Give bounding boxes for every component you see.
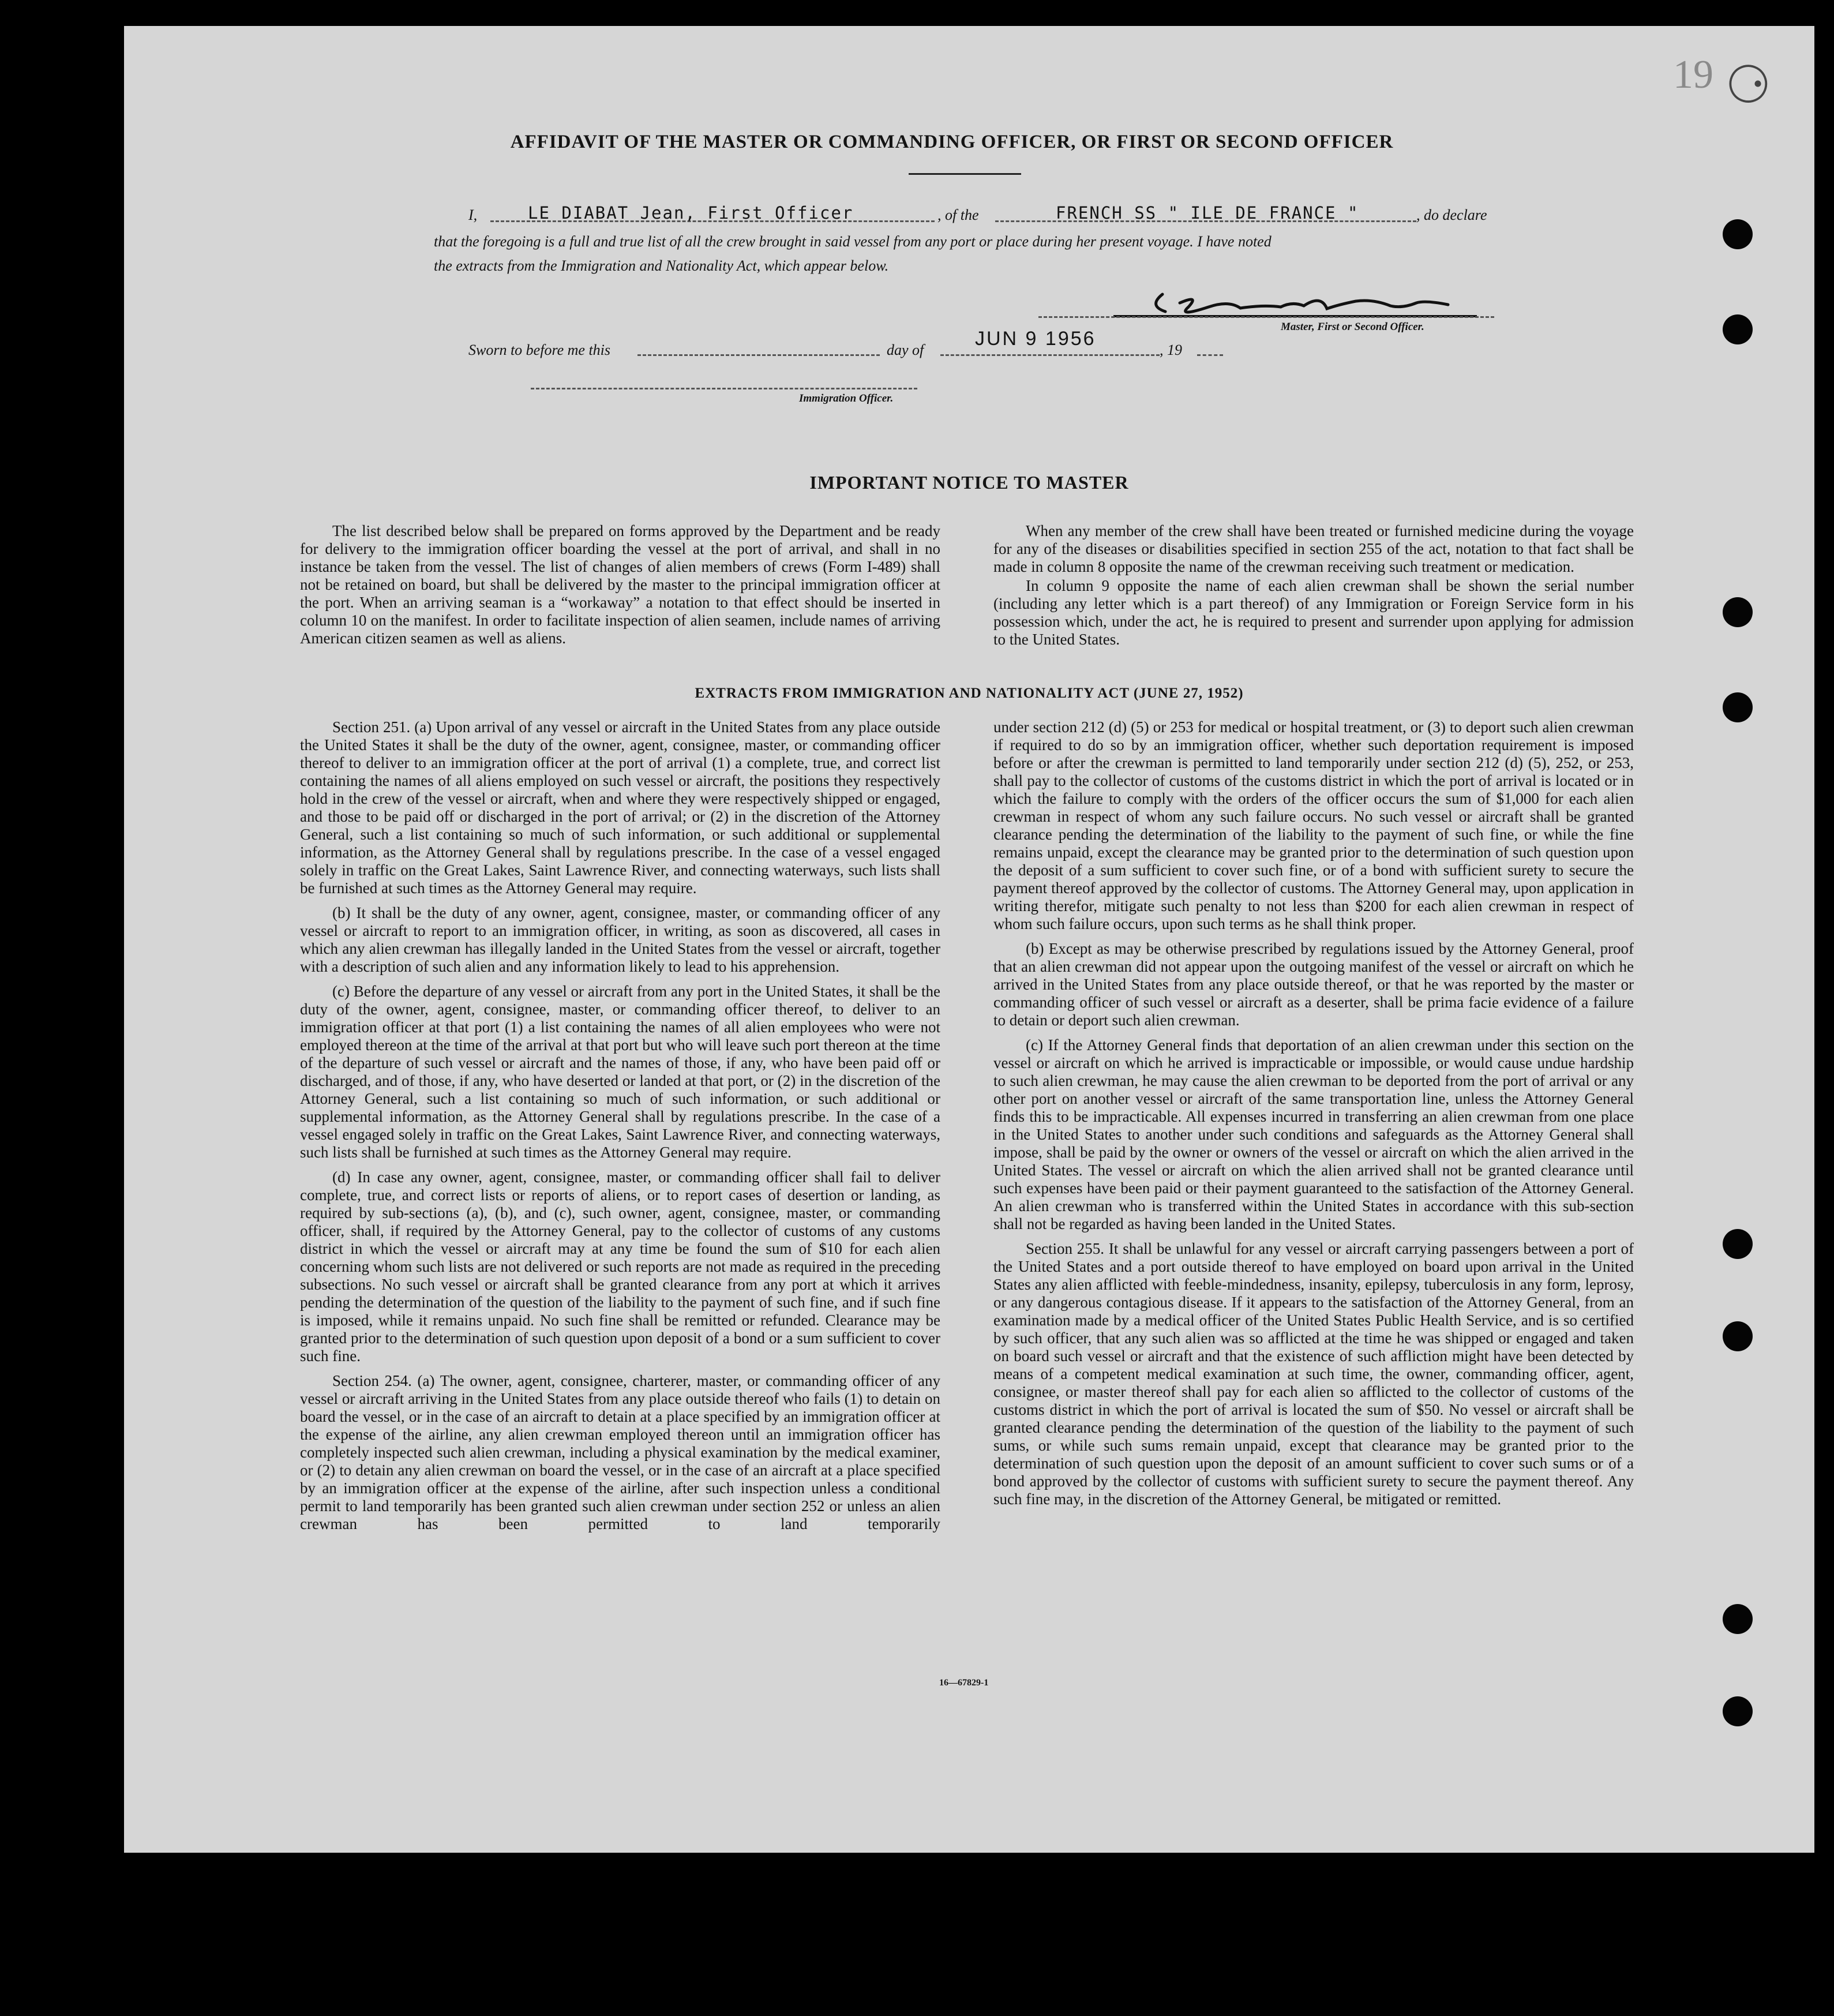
do-declare-label: , do declare xyxy=(1416,207,1487,223)
extract-paragraph: Section 254. (a) The owner, agent, consignee, charterer, master, or commanding officer of any vessel or aircraft arriving in the United States from any place outside thereof who fails (1) to detain on board the vessel, or in the case of an aircraft to detain at a place specified by an immigration officer at the expense of the airline, any alien crewman employed thereon until an immigration officer has completely inspected such alien crewman, including a physical examination by the medical examiner, or (2) to detain any alien crewman on board the vessel, or in the case of an aircraft at a place specified by an immigration officer at the expense of the airline, after such inspection unless a conditional permit to land temporarily has been granted such alien crewman under section 252 or unless an alien crewman has been permitted to land temporarily xyxy=(300,1372,940,1532)
immigration-officer-caption: Immigration Officer. xyxy=(799,392,894,404)
notice-right-paragraph-1: When any member of the crew shall have been treated or furnished medicine during the voyage for any of the diseases or disabilities specified in section 255 of the act, notation to that fact shall be made in column 8 opposite the name of the crewman receiving such treatment or medication. xyxy=(993,522,1634,575)
notice-left-paragraph: The list described below shall be prepared on forms approved by the Department and be ready for delivery to the immigration officer boarding the vessel at the port of arrival, and shall in no instance be taken from the vessel. The list of changes of alien members of crews (Form I-489) shall not be retained on board, but shall be delivered by the master to the principal immigration officer at the port. When an arriving seaman is a “workaway” a notation to that effect should be inserted in column 10 on the manifest. In order to facilitate inspection of alien seamen, include names of arriving American citizen seamen as well as aliens. xyxy=(300,522,940,647)
extract-paragraph: (c) If the Attorney General finds that deportation of an alien crewman under this section on the vessel or aircraft on which he arrived is impracticable or impossible, or would cause undue hardship to such alien crewman, he may cause the alien crewman to be deported from the port of arrival or any other port on another vessel or aircraft of the same transportation line, unless the Attorney General finds this to be impracticable. All expenses incurred in transferring an alien crewman from one place in the United States to another under such conditions and safeguards as the Attorney General shall impose, shall be paid by the owner or owners of the vessel or aircraft on which the alien arrived in the United States. The vessel or aircraft on which the alien arrived shall not be granted clearance until such expenses have been paid or their payment guaranteed to the satisfaction of the Attorney General. An alien crewman who is transferred within the United States in accordance with this sub-section shall not be regarded as having been landed in the United States. xyxy=(993,1036,1634,1232)
extracts-right-column xyxy=(993,718,1634,1515)
binder-hole xyxy=(1723,1604,1753,1634)
statement-line-1: that the foregoing is a full and true list of all the crew brought in said vessel from any port or place during her present voyage. I have noted xyxy=(434,233,1272,250)
notice-right-paragraph-2: In column 9 opposite the name of each alien crewman shall be shown the serial number (including any letter which is a part thereof) of any Immigration or Foreign Service form in his possession which, under the act, he is required to present and surrender upon applying for admission to the United States. xyxy=(993,577,1634,648)
vessel-name-typed[interactable]: FRENCH SS " ILE DE FRANCE " xyxy=(1056,203,1359,223)
officer-caption: Master, First or Second Officer. xyxy=(1281,321,1424,333)
extract-paragraph: (c) Before the departure of any vessel or aircraft from any port in the United States, it shall be the duty of the owner, agent, consignee, master, or commanding officer thereof, to deliver to an immigration officer at that port (1) a list containing the names of all alien employees who were not employed thereon at the time of the arrival at that port but who will leave such port thereon at the time of the departure of such vessel or aircraft and the names of those, if any, who have been paid off or discharged, and of those, if any, who have deserted or landed at that port, or (2) in the discretion of the Attorney General, such a list containing so much of such information, or such additional or supplemental information, as the Attorney General shall by regulations prescribe. In the case of a vessel engaged solely in traffic on the Great Lakes, Saint Lawrence River, and connecting waterways, such lists shall be furnished at such times as the Attorney General may require. xyxy=(300,983,940,1161)
year-line xyxy=(1197,354,1223,356)
binder-hole xyxy=(1723,692,1753,722)
binder-hole xyxy=(1723,1321,1753,1351)
binder-hole xyxy=(1723,314,1753,344)
title-rule xyxy=(909,173,1021,175)
notice-title: IMPORTANT NOTICE TO MASTER xyxy=(809,472,1129,493)
signature-line xyxy=(1038,316,1494,318)
binder-hole xyxy=(1723,1696,1753,1726)
officer-name-typed[interactable]: LE DIABAT Jean, First Officer xyxy=(528,203,854,223)
i-label: I, xyxy=(468,207,478,223)
extracts-title: EXTRACTS FROM IMMIGRATION AND NATIONALITY ACT (JUNE 27, 1952) xyxy=(695,685,1244,701)
extract-paragraph: (b) Except as may be otherwise prescribed by regulations issued by the Attorney General, proof that an alien crewman did not appear upon the outgoing manifest of the vessel or aircraft on which he arrived in the United States from any place outside thereof, or that he was reported by the master or commanding officer of such vessel or aircraft as a deserter, shall be prima facie evidence of a failure to detain or deport such alien crewman. xyxy=(993,940,1634,1029)
page-number-mark: 19 xyxy=(1673,53,1713,97)
notice-right-column xyxy=(993,522,1634,655)
extract-paragraph: under section 212 (d) (5) or 253 for medical or hospital treatment, or (3) to deport such alien crewman if required to do so by an immigration officer, whether such deportation requirement is imposed before or after the crewman is permitted to land temporarily under section 212 (d) (5), 252, or 253, shall pay to the collector of customs of the customs district in which the port of arrival is located or in which the failure to comply with the orders of the officer occurs the sum of $1,000 for each alien crewman in respect of whom any such failure occurs. No such vessel or aircraft shall be granted clearance pending the determination of the liability to the payment of such fine, or while the fine remains unpaid, except the clearance may be granted prior to the determination of such question upon the deposit of a sum sufficient to cover such fine, or of a bond with sufficient surety to secure the payment thereof approved by the collector of customs. The Attorney General may, upon application in writing therefor, mitigate such penalty to not less than $200 for each alien crewman in respect of whom such failure occurs, upon such terms as he shall think proper. xyxy=(993,718,1634,932)
date-stamp: JUN 9 1956 xyxy=(975,328,1096,350)
binder-hole xyxy=(1723,1229,1753,1259)
of-the-label: , of the xyxy=(937,207,979,223)
extract-paragraph: Section 255. It shall be unlawful for any vessel or aircraft carrying passengers between a port of the United States and a port outside thereof to have employed on board upon arrival in the United States any alien afflicted with feeble-mindedness, insanity, epilepsy, tuberculosis in any form, leprosy, or any dangerous contagious disease. If it appears to the satisfaction of the Attorney General, from an examination made by a medical officer of the United States Public Health Service, and is so certified by such officer, that any such alien was so afflicted at the time he was shipped or engaged and taken on board such vessel or aircraft and that the existence of such affliction might have been detected by means of a competent medical examination at such time, the owner, commanding officer, agent, consignee, or master thereof shall pay for each alien so afflicted to the collector of customs of the customs district in which the port of arrival is located the sum of $50. No vessel or aircraft shall be granted clearance pending the determination of the question of the liability to the payment of such sums, or while such sums remain unpaid, except that clearance may be granted prior to the determination of such question upon the deposit of an amount sufficient to cover such sums or of a bond approved by the collector of customs with sufficient surety to secure the payment thereof. Any such fine may, in the discretion of the Attorney General, be mitigated or remitted. xyxy=(993,1240,1634,1508)
officer-signature xyxy=(1079,271,1483,329)
extracts-left-column xyxy=(300,718,940,1540)
bleed-through-mark: ⚆ xyxy=(1725,57,1772,114)
notice-left-column xyxy=(300,522,940,654)
extract-paragraph: Section 251. (a) Upon arrival of any vessel or aircraft in the United States from any place outside the United States it shall be the duty of the owner, agent, consignee, master, or commanding officer thereof to deliver to an immigration officer at the port of arrival (1) a complete, true, and correct list containing the names of all aliens employed on such vessel or aircraft, the positions they respectively hold in the crew of the vessel or aircraft, when and where they were respectively shipped or engaged, and those to be paid off or discharged in the port of arrival; or (2) in the discretion of the Attorney General, such a list containing so much of such information, or such additional or supplemental information, as the Attorney General shall by regulations prescribe. In the case of a vessel engaged solely in traffic on the Great Lakes, Saint Lawrence River, and connecting waterways, such lists shall be furnished at such times as the Attorney General may require. xyxy=(300,718,940,897)
year-prefix: , 19 xyxy=(1160,342,1182,358)
month-line xyxy=(940,354,1160,356)
binder-hole xyxy=(1723,597,1753,627)
form-number: 16—67829-1 xyxy=(939,1678,989,1688)
immigration-officer-line xyxy=(531,388,917,389)
day-of-label: day of xyxy=(887,342,924,358)
affidavit-title: AFFIDAVIT OF THE MASTER OR COMMANDING OFFICER, OR FIRST OR SECOND OFFICER xyxy=(510,132,1394,152)
sworn-day-line xyxy=(637,354,880,356)
statement-line-2: the extracts from the Immigration and Nationality Act, which appear below. xyxy=(434,257,889,274)
binder-hole xyxy=(1723,219,1753,249)
extract-paragraph: (b) It shall be the duty of any owner, agent, consignee, master, or commanding officer of any vessel or aircraft to report to an immigration officer, in writing, as soon as discovered, all cases in which any alien crewman has illegally landed in the United States from the vessel or aircraft, together with a description of such alien and any information likely to lead to his apprehension. xyxy=(300,904,940,975)
extract-paragraph: (d) In case any owner, agent, consignee, master, or commanding officer shall fail to deliver complete, true, and correct lists or reports of aliens, or to report cases of desertion or landing, as required by sub-sections (a), (b), and (c), such owner, agent, consignee, master, or commanding officer, shall, if required by the Attorney General, pay to the collector of customs of any customs district in which the vessel or aircraft may at any time be found the sum of $10 for each alien concerning whom such lists are not delivered or such reports are not made as required in the preceding subsections. No such vessel or aircraft shall be granted clearance from any port at which it arrives pending the determination of the question of the liability to the payment of such fine, and if such fine is imposed, while it remains unpaid. No such fine shall be remitted or refunded. Clearance may be granted prior to the determination of such question upon deposit of a bond or a sum sufficient to cover such fine. xyxy=(300,1168,940,1365)
sworn-label: Sworn to before me this xyxy=(468,342,611,358)
